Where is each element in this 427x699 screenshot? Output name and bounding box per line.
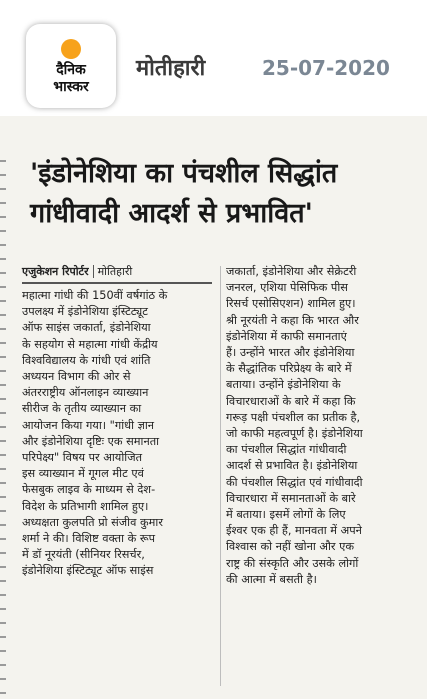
clip-header xyxy=(0,0,427,116)
article-line: की पंचशील सिद्धांत एवं गांधीवादी xyxy=(226,475,363,489)
article-line: विश्वास को नहीं खोना और एक xyxy=(226,540,355,554)
logo-text-line2: भास्कर xyxy=(53,79,89,95)
article-line: हैं। उन्होंने भारत और इंडोनेशिया xyxy=(226,346,355,360)
article-line: महात्मा गांधी की 150वीं वर्षगांठ के xyxy=(22,289,168,302)
byline-city: मोतिहारी xyxy=(93,265,133,278)
headline-line-1: 'इंडोनेशिया का पंचशील सिद्धांत xyxy=(30,158,338,189)
article-line: जनरल, एशिया पेसिफिक पीस xyxy=(226,281,348,295)
article-line: में डॉ नूरयंती (सीनियर रिसर्चर, xyxy=(22,548,145,562)
article-line: उपलक्ष्य में इंडोनेशिया इंस्टिट्यूट xyxy=(22,305,148,319)
article-line: रिसर्च एसोसिएशन) शामिल हुए। xyxy=(226,297,356,311)
edition-city: मोतीहारी xyxy=(136,56,206,81)
headline-line-2: गांधीवादी आदर्श से प्रभावित' xyxy=(30,198,313,229)
article-line: फेसबुक लाइव के माध्यम से देश- xyxy=(22,483,156,497)
article-line: इंडोनेशिया में काफी समानताएं xyxy=(226,329,347,343)
article-line: और इंडोनेशिया दृष्टिः एक समानता xyxy=(22,434,160,448)
news-clipping xyxy=(0,148,427,699)
article-line: विचारधारा में समानताओं के बारे xyxy=(226,491,356,505)
article-column-right xyxy=(226,264,420,588)
edition-date: 25-07-2020 xyxy=(262,56,390,80)
article-line: अंतरराष्ट्रीय ऑनलाइन व्याख्यान xyxy=(22,386,149,400)
article-line: गरूड़ पक्षी पंचशील का प्रतीक है, xyxy=(226,410,361,424)
article-line: अध्ययन विभाग की ओर से xyxy=(22,370,131,384)
sun-icon xyxy=(61,39,81,59)
article-line: श्री नूरयंती ने कहा कि भारत और xyxy=(226,313,359,327)
article-line: आदर्श से प्रभावित है। इंडोनेशिया xyxy=(226,459,358,473)
newspaper-logo xyxy=(26,24,116,108)
article-line: राष्ट्र की संस्कृति और उसके लोगों xyxy=(226,556,359,570)
article-line: जकार्ता, इंडोनेशिया और सेक्रेटरी xyxy=(226,265,357,278)
article-line: में बताया। इसमें लोगों के लिए xyxy=(226,508,346,522)
byline-reporter: एजुकेशन रिपोर्टर xyxy=(22,265,89,278)
article-line: विदेश के प्रतिभागी शामिल हुए। xyxy=(22,499,149,513)
article-line: ईश्वर एक ही हैं, मानवता में अपने xyxy=(226,524,362,538)
byline xyxy=(22,264,132,279)
article-line: बताया। उन्होंने इंडोनेशिया के xyxy=(226,378,341,392)
article-line: का पंचशील सिद्धांत गांधीवादी xyxy=(226,443,347,457)
article-column-left xyxy=(22,288,214,580)
article-line: सीरीज के तृतीय व्याख्यान का xyxy=(22,402,142,416)
article-line: अध्यक्षता कुलपति प्रो संजीव कुमार xyxy=(22,515,163,529)
article-line: के सहयोग से महात्मा गांधी केंद्रीय xyxy=(22,337,158,351)
adjacent-column-edge xyxy=(0,148,6,699)
column-divider xyxy=(220,266,221,686)
article-line: जो काफी महत्वपूर्ण है। इंडोनेशिया xyxy=(226,427,363,441)
logo-text-line1: दैनिक xyxy=(56,62,86,78)
article-line: शर्मा ने की। विशिष्ट वक्ता के रूप xyxy=(22,532,156,546)
article-line: परिपेक्ष्य" विषय पर आयोजित xyxy=(22,451,143,465)
article-line: आयोजन किया गया। "गांधी ज्ञान xyxy=(22,418,155,432)
article-line: इस व्याख्यान में गूगल मीट एवं xyxy=(22,467,144,481)
byline-rule xyxy=(22,282,212,284)
article-line: विश्वविद्यालय के गांधी एवं शांति xyxy=(22,353,151,367)
article-line: ऑफ साइंस जकार्ता, इंडोनेशिया xyxy=(22,321,151,335)
article-line: के सैद्धांतिक परिप्रेक्ष्य के बारे में xyxy=(226,362,352,376)
article-line: इंडोनेशिया इंस्टिट्यूट ऑफ साइंस xyxy=(22,564,154,578)
article-line: की आत्मा में बसती है। xyxy=(226,572,317,586)
article-line: विचारधाराओं के बारे में कहा कि xyxy=(226,394,356,408)
